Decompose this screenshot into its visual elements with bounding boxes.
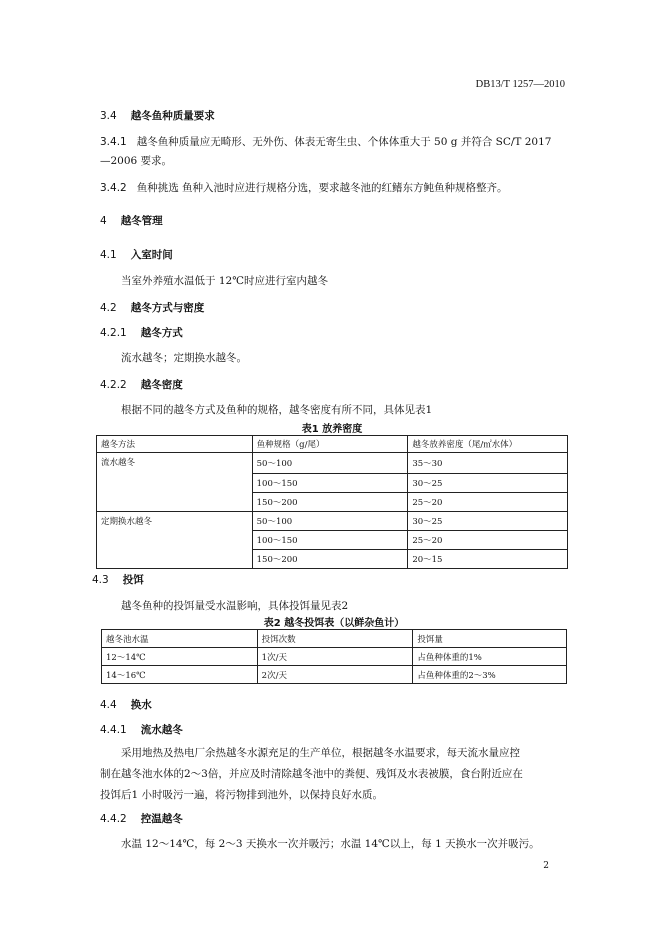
table-cell: 2次/天 [257, 666, 413, 684]
table-row [97, 512, 568, 531]
table-cell: 12～14℃ [102, 648, 258, 666]
clause-3-4-1-line1 [100, 134, 551, 149]
table-header-cell: 越冬放养密度（尾/㎡水体） [408, 436, 568, 453]
section-number: 4.4.2 [100, 813, 127, 825]
clause-number: 3.4.1 [100, 136, 127, 148]
section-title: 越冬管理 [120, 215, 163, 227]
section-4-4-heading [100, 697, 152, 712]
table-header-cell: 鱼种规格（g/尾） [252, 436, 408, 453]
table-cell: 14～16℃ [102, 666, 258, 684]
paragraph-line: 采用地热及热电厂余热越冬水源充足的生产单位，根据越冬水温要求，每天流水量应控 [121, 747, 520, 759]
section-number: 4.2.2 [100, 379, 127, 391]
section-4-4-2-heading [100, 811, 183, 826]
table-cell: 50～100 [252, 512, 408, 531]
table2-caption: 表2 越冬投饵表（以鲜杂鱼计） [263, 618, 405, 629]
section-4-heading [100, 213, 163, 228]
table-cell: 占鱼种体重的2～3% [413, 666, 567, 684]
section-title: 越冬方式 [140, 327, 183, 339]
section-4-1-text: 当室外养殖水温低于 12℃时应进行室内越冬 [121, 275, 328, 287]
section-4-4-1-heading [100, 722, 183, 737]
section-number: 4.2 [100, 302, 117, 314]
document-number: DB13/T 1257—2010 [475, 79, 565, 90]
table-cell: 1次/天 [257, 648, 413, 666]
method-cell: 定期换水越冬 [97, 512, 253, 569]
feeding-table [101, 629, 567, 684]
section-number: 4 [100, 215, 107, 227]
table1-caption: 表1 放养密度 [301, 424, 363, 435]
table-cell: 30～25 [408, 474, 568, 493]
table-header-cell: 投饵量 [413, 630, 567, 648]
section-4-4-2-text: 水温 12～14℃，每 2～3 天换水一次并吸污；水温 14℃以上，每 1 天换水一次并吸污。 [121, 838, 540, 850]
table-cell: 150～200 [252, 493, 408, 512]
section-number: 4.2.1 [100, 327, 127, 339]
clause-text: 越冬鱼种质量应无畸形、无外伤、体表无寄生虫、个体体重大于 50 g 并符合 SC/T 2017 [136, 136, 552, 148]
section-4-2-2-heading [100, 377, 183, 392]
table-header-row [97, 436, 568, 453]
table-cell: 150～200 [252, 550, 408, 569]
section-number: 4.4.1 [100, 724, 127, 736]
table-cell: 占鱼种体重的1% [413, 648, 567, 666]
section-4-2-2-text: 根据不同的越冬方式及鱼种的规格，越冬密度有所不同，具体见表1 [121, 404, 433, 416]
section-4-2-1-heading [100, 325, 183, 340]
table-cell: 30～25 [408, 512, 568, 531]
section-title: 投饵 [122, 574, 144, 586]
section-number: 4.3 [92, 574, 109, 586]
section-number: 4.4 [100, 699, 117, 711]
section-title: 越冬密度 [140, 379, 183, 391]
clause-3-4-2 [100, 180, 508, 195]
section-4-3-text: 越冬鱼种的投饵量受水温影响，具体投饵量见表2 [121, 600, 349, 612]
method-cell: 流水越冬 [97, 453, 253, 512]
clause-3-4-1-line2: —2006 要求。 [100, 155, 173, 167]
section-title: 换水 [130, 699, 152, 711]
table-cell: 25～20 [408, 531, 568, 550]
section-title: 入室时间 [130, 249, 173, 261]
stocking-density-table [96, 435, 568, 569]
table-cell: 100～150 [252, 531, 408, 550]
section-title: 越冬鱼种质量要求 [130, 110, 215, 122]
table-row [102, 666, 567, 684]
section-number: 4.1 [100, 249, 117, 261]
section-number: 3.4 [100, 110, 117, 122]
table-header-cell: 越冬池水温 [102, 630, 258, 648]
clause-number: 3.4.2 [100, 182, 127, 194]
table-cell: 50～100 [252, 453, 408, 474]
table-header-cell: 投饵次数 [257, 630, 413, 648]
table-cell: 20～15 [408, 550, 568, 569]
section-4-2-1-text: 流水越冬；定期换水越冬。 [121, 352, 247, 364]
table-cell: 25～20 [408, 493, 568, 512]
paragraph-line: 投饵后1 小时吸污一遍，将污物排到池外，以保持良好水质。 [100, 789, 384, 801]
section-4-2-heading [100, 300, 204, 315]
section-3-4-heading [100, 108, 215, 123]
section-title: 流水越冬 [140, 724, 183, 736]
section-title: 控温越冬 [140, 813, 183, 825]
table-cell: 100～150 [252, 474, 408, 493]
table-cell: 35～30 [408, 453, 568, 474]
section-title: 越冬方式与密度 [130, 302, 205, 314]
section-4-3-heading [92, 572, 144, 587]
table-header-row [102, 630, 567, 648]
table-row [97, 453, 568, 474]
page-number: 2 [543, 861, 549, 871]
section-4-1-heading [100, 247, 173, 262]
clause-text: 鱼种挑选 鱼种入池时应进行规格分选，要求越冬池的红鳍东方鲀鱼种规格整齐。 [136, 182, 508, 194]
table-header-cell: 越冬方法 [97, 436, 253, 453]
table-row [102, 648, 567, 666]
paragraph-line: 制在越冬池水体的2～3倍，并应及时清除越冬池中的粪便、残饵及水表被膜，食台附近应在 [100, 768, 523, 780]
